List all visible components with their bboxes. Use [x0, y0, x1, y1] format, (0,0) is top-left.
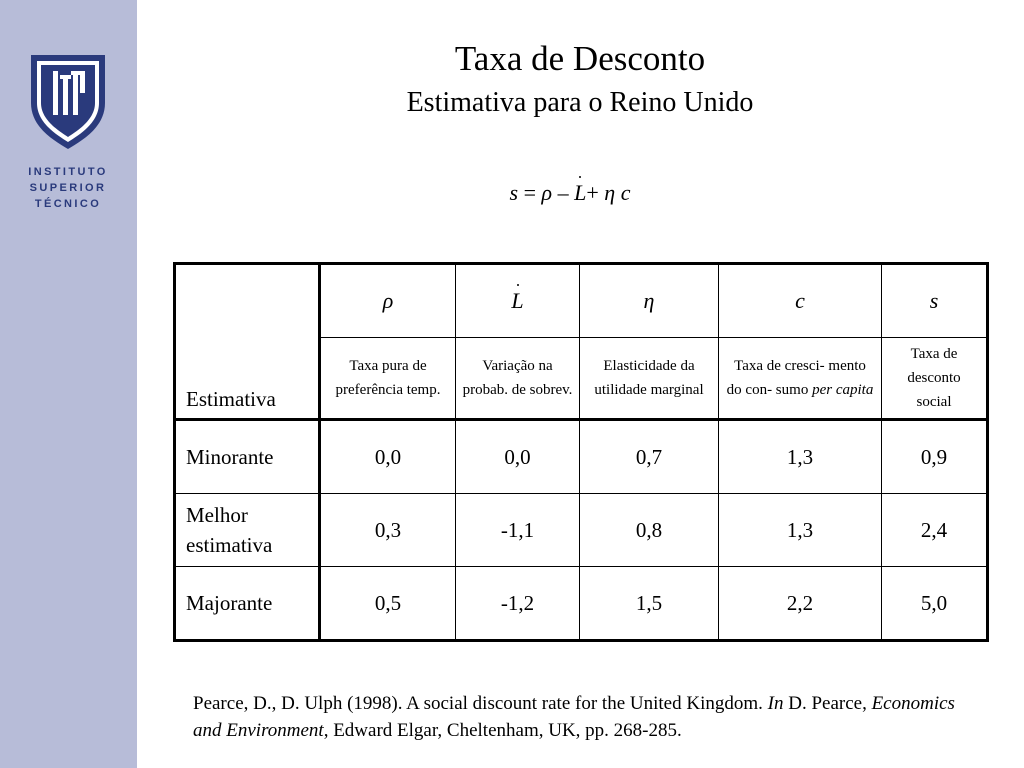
- symbol-row: [175, 264, 988, 338]
- cell-value: 0,7: [580, 420, 719, 494]
- desc-eta: Elasticidade da utilidade marginal: [580, 338, 719, 420]
- logo-line-1: INSTITUTO: [28, 166, 108, 178]
- formula-c: c: [620, 180, 631, 205]
- ref-book-title: Economics and Environment: [193, 693, 955, 741]
- cell-value: 0,0: [320, 420, 456, 494]
- formula-rho: ρ: [541, 180, 553, 205]
- desc-rho: Taxa pura de preferência temp.: [320, 338, 456, 420]
- symbol-rho: ρ: [320, 264, 456, 338]
- row-label: Melhor estimativa: [175, 494, 320, 567]
- row-label: Majorante: [175, 567, 320, 641]
- formula-eta: η: [604, 180, 616, 205]
- table-row: [175, 494, 988, 567]
- desc-s: Taxa de desconto social: [882, 338, 988, 420]
- ref-part-2: D. Pearce,: [783, 693, 872, 714]
- logo-text: [18, 164, 118, 212]
- sidebar: [0, 0, 137, 768]
- desc-c-main: Taxa de cresci- mento do con- sumo: [726, 358, 866, 398]
- symbol-l-dot-text: L: [511, 288, 524, 313]
- symbol-s: s: [882, 264, 988, 338]
- desc-c-italic: per capita: [812, 382, 874, 398]
- cell-value: -1,1: [456, 494, 580, 567]
- formula-l-dot: L: [574, 180, 587, 205]
- cell-value: 2,2: [719, 567, 882, 641]
- ref-part-1: Pearce, D., D. Ulph (1998). A social discount rate for the United Kingdom.: [193, 693, 768, 714]
- table-row: [175, 420, 988, 494]
- desc-c: [719, 338, 882, 420]
- slide-subtitle: Estimativa para o Reino Unido: [406, 87, 754, 118]
- symbol-c: c: [719, 264, 882, 338]
- row-label: Minorante: [175, 420, 320, 494]
- cell-value: 1,5: [580, 567, 719, 641]
- formula-plus: +: [586, 180, 599, 205]
- formula-s: s: [509, 180, 519, 205]
- slide-title: Taxa de Desconto: [454, 39, 706, 78]
- estimativa-header: Estimativa: [186, 387, 276, 411]
- cell-value: 0,8: [580, 494, 719, 567]
- symbol-eta: η: [580, 264, 719, 338]
- symbol-l-dot: [456, 264, 580, 338]
- cell-value: -1,2: [456, 567, 580, 641]
- estimates-table: [173, 262, 989, 642]
- logo-line-2: SUPERIOR: [29, 182, 107, 194]
- discount-formula: [470, 180, 670, 206]
- logo-line-3: TÉCNICO: [34, 198, 102, 210]
- ref-in: In: [767, 693, 784, 714]
- desc-l-dot: Variação na probab. de sobrev.: [456, 338, 580, 420]
- table-row: [175, 567, 988, 641]
- cell-value: 0,3: [320, 494, 456, 567]
- cell-value: 0,5: [320, 567, 456, 641]
- formula-equals: =: [523, 180, 537, 205]
- cell-value: 5,0: [882, 567, 988, 641]
- cell-value: 0,0: [456, 420, 580, 494]
- reference-citation: [193, 690, 983, 744]
- cell-value: 1,3: [719, 420, 882, 494]
- cell-value: 0,9: [882, 420, 988, 494]
- cell-value: 2,4: [882, 494, 988, 567]
- ist-shield-icon: [29, 53, 107, 151]
- estimativa-header-cell: [175, 264, 320, 420]
- ref-part-3: , Edward Elgar, Cheltenham, UK, pp. 268-285.: [323, 720, 682, 741]
- cell-value: 1,3: [719, 494, 882, 567]
- formula-minus: –: [557, 180, 569, 205]
